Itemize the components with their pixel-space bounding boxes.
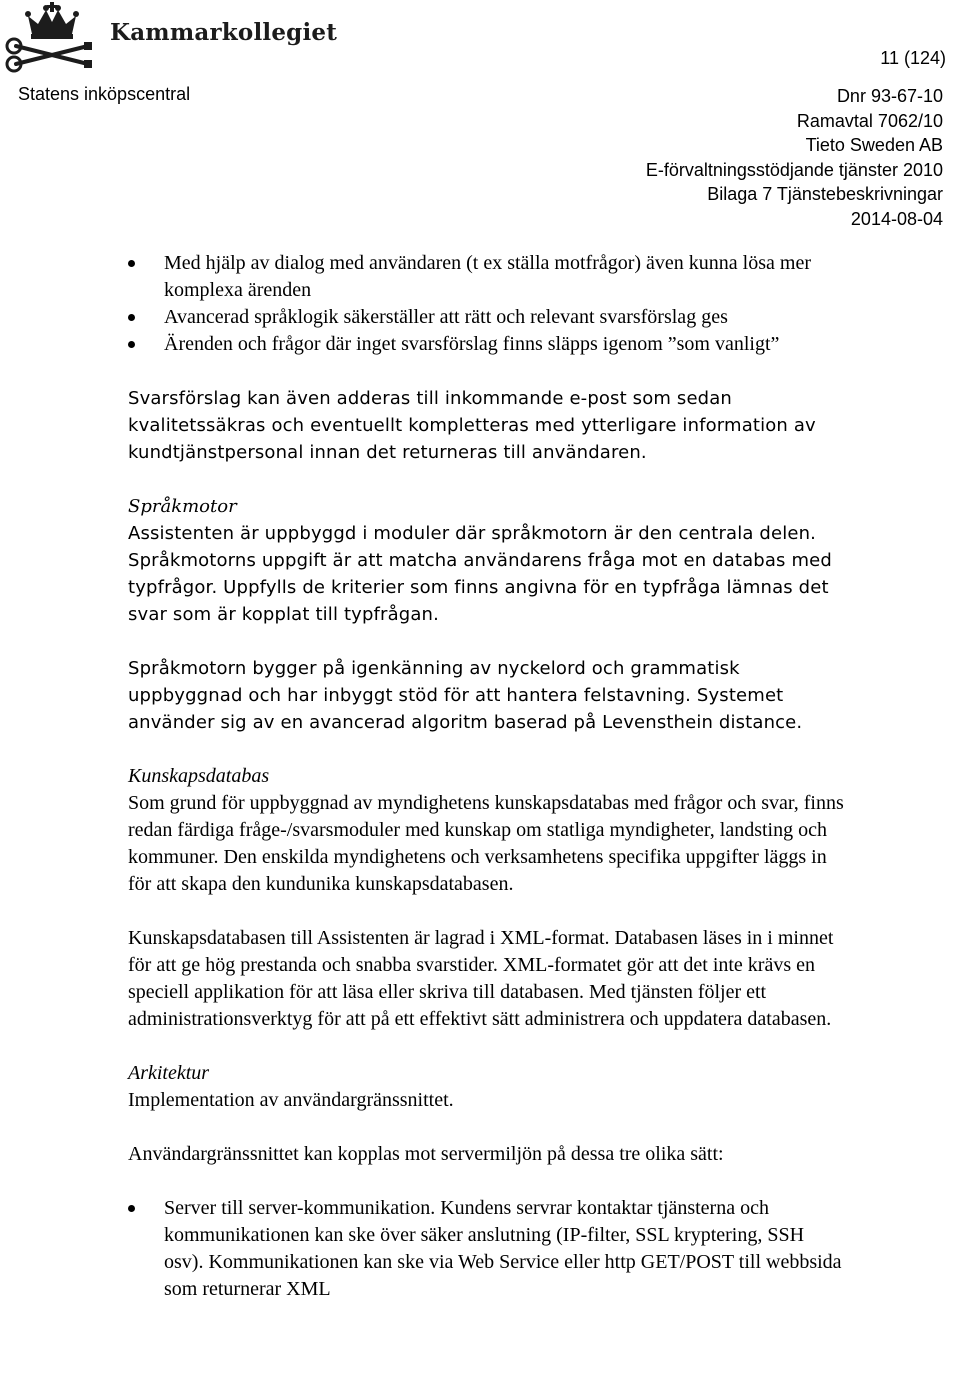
list-item-text: Server till server-kommunikation. Kundens servrar kontaktar tjänsterna och kommunikationen kan ske över säker anslutning (IP-filter, SSL kryptering, SSH osv). Kommunikationen kan ske via Web Service eller http GET/POST till webbsida som returnerar XML	[164, 1197, 842, 1300]
list-item-text: Avancerad språklogik säkerställer att rätt och relevant svarsförslag ges	[164, 306, 728, 328]
paragraph-kunskapsdatabas-2: Kunskapsdatabasen till Assistenten är lagrad i XML-format. Databasen läses in i minnet för att ge hög prestanda och snabba svarstider. XML-formatet gör att det inte krävs en speciell applikation för att läsa eller skriva till databasen. Med tjänsten följer ett administrationsverktyg för att på ett effektivt sätt administrera och uppdatera databasen.	[128, 927, 834, 1030]
crown-keys-icon	[2, 2, 102, 74]
paragraph-arkitektur-2: Användargränssnittet kan kopplas mot servermiljön på dessa tre olika sätt:	[128, 1143, 724, 1165]
paragraph-arkitektur-1: Implementation av användargränssnittet.	[128, 1089, 454, 1111]
list-item	[128, 1195, 848, 1303]
bullet-list-bottom	[128, 1195, 848, 1303]
section-heading-sprakmotor: Språkmotor	[128, 496, 237, 517]
bullet-list-top	[128, 250, 848, 358]
list-item-text: Med hjälp av dialog med användaren (t ex ställa motfrågor) även kunna lösa mer komplexa ärenden	[164, 252, 811, 301]
header-organization: Statens inköpscentral	[18, 84, 191, 104]
paragraph-sprakmotor-1: Assistenten är uppbyggd i moduler där språkmotorn är den centrala delen. Språkmotorns uppgift är att matcha användarens fråga mot en databas med typfrågor. Uppfylls de kriterier som finns angivna för en typfråga lämnas det svar som är kopplat till typfrågan.	[128, 523, 832, 625]
header-metadata	[646, 84, 943, 231]
header-date: 2014-08-04	[850, 208, 943, 229]
paragraph-sprakmotor-2: Språkmotorn bygger på igenkänning av nyckelord och grammatisk uppbyggnad och har inbyggt stöd för att hantera felstavning. Systemet använder sig av en avancerad algoritm baserad på Levensthein distance.	[128, 658, 803, 733]
bullet-icon	[128, 314, 135, 321]
section-heading-arkitektur: Arkitektur	[128, 1062, 210, 1084]
page-number: 11 (124)	[880, 48, 946, 68]
header-dnr: Dnr 93-67-10	[836, 86, 943, 106]
header-service-area: E-förvaltningsstödjande tjänster 2010	[645, 159, 943, 180]
bullet-icon	[128, 341, 135, 348]
section-heading-kunskapsdatabas: Kunskapsdatabas	[128, 765, 270, 787]
list-item	[128, 304, 848, 331]
list-item	[128, 250, 848, 304]
paragraph-svarsforslag: Svarsförslag kan även adderas till inkommande e-post som sedan kvalitetssäkras och eventuellt kompletteras med ytterligare information av kundtjänstpersonal innan det returneras till användaren.	[128, 388, 816, 463]
list-item-text: Ärenden och frågor där inget svarsförslag finns släpps igenom ”som vanligt”	[164, 333, 780, 355]
list-item	[128, 331, 848, 358]
kammarkollegiet-logo	[2, 2, 338, 74]
paragraph-kunskapsdatabas-1: Som grund för uppbyggnad av myndighetens kunskapsdatabas med frågor och svar, finns redan färdiga fråge-/svarsmoduler med kunskap om statliga myndigheter, landsting och kommuner. Den enskilda myndighetens och verksamhetens specifika uppgifter läggs in för att skapa den kundunika kunskapsdatabasen.	[128, 792, 844, 895]
header-appendix: Bilaga 7 Tjänstebeskrivningar	[707, 184, 943, 204]
header-supplier: Tieto Sweden AB	[805, 135, 943, 155]
header-ramavtal: Ramavtal 7062/10	[796, 110, 943, 131]
bullet-icon	[128, 1205, 135, 1212]
bullet-icon	[128, 260, 135, 267]
logo-text: Kammarkollegiet	[110, 19, 338, 46]
document-body	[128, 250, 848, 1303]
